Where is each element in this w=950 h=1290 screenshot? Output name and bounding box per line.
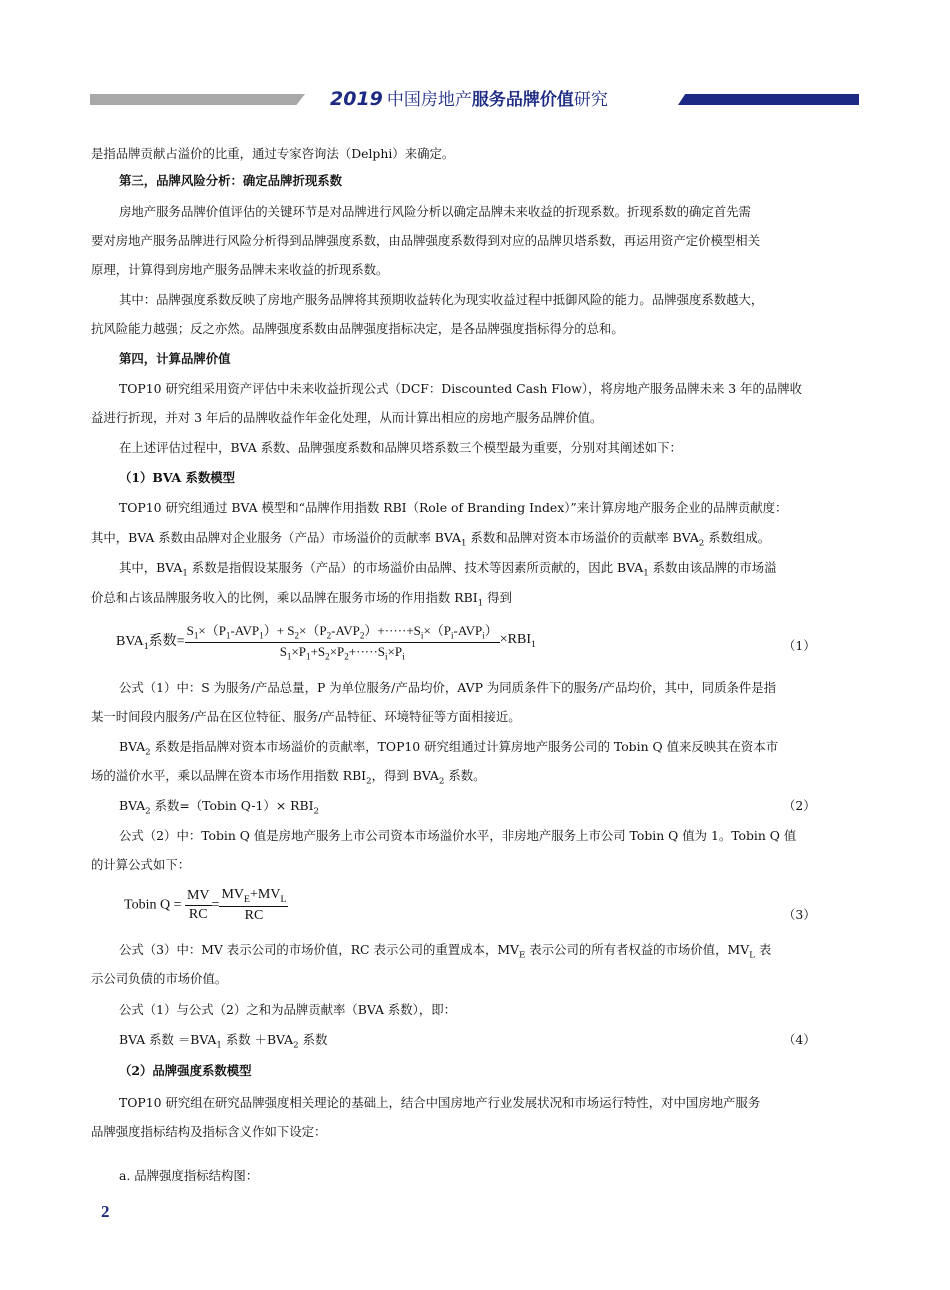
page-number: 2 [101,1202,110,1221]
paragraph-line: TOP10 研究组通过 BVA 模型和“品牌作用指数 RBI（Role of Branding Index）”来计算房地产服务企业的品牌贡献度： [119,500,788,515]
subsection-heading-1: （1）BVA 系数模型 [119,470,236,485]
paragraph-line: 品牌强度指标结构及指标含义作如下设定： [91,1124,327,1139]
header-bar-blue [678,94,859,105]
paragraph-line: TOP10 研究组在研究品牌强度相关理论的基础上，结合中国房地产行业发展状况和市场运行特性，对中国房地产服务 [119,1095,761,1110]
paragraph-line: 价总和占该品牌服务收入的比例，乘以品牌在服务市场的作用指数 $RBI_1$ 得到 [91,590,512,609]
paragraph-line: 是指品牌贡献占溢价的比重，通过专家咨询法（Delphi）来确定。 [91,146,455,161]
header-title: 2019 中国房地产服务品牌价值研究 [330,88,608,110]
paragraph-line: 抗风险能力越强；反之亦然。品牌强度系数由品牌强度指标决定，是各品牌强度指标得分的总和。 [91,321,624,336]
paragraph-line: 公式（1）与公式（2）之和为品牌贡献率（BVA 系数），即： [119,1002,457,1017]
subsection-heading-2: （2）品牌强度系数模型 [119,1063,252,1078]
formula-4: BVA 系数 $=BVA_1$ 系数 $+BVA_2$ 系数 [119,1032,328,1051]
paragraph-line: 场的溢价水平，乘以品牌在资本市场作用指数 $RBI_2$，得到 $BVA_2$ 系数。 [91,768,486,787]
paragraph-line: 房地产服务品牌价值评估的关键环节是对品牌进行风险分析以确定品牌未来收益的折现系数。折现系数的确定首先需 [119,204,751,219]
paragraph-line: 其中，$BVA_1$ 系数是指假设某服务（产品）的市场溢价由品牌、技术等因素所贡献的，因此 $BVA_1$ 系数由该品牌的市场溢 [119,560,777,579]
paragraph-line: 公式（2）中：Tobin Q 值是房地产服务上市公司资本市场溢价水平，非房地产服务上市公司 Tobin Q 值为 1。Tobin Q 值 [119,828,797,843]
paragraph-line: 益进行折现，并对 3 年后的品牌收益作年金化处理，从而计算出相应的房地产服务品牌价值。 [91,410,603,425]
formula-3: Tobin Q = $\frac{MV}{RC}$ = $\frac{MV_E+MV_L}{RC}$ [124,887,287,923]
paragraph-line: 的计算公式如下： [91,857,191,872]
paragraph-line: 公式（1）中：S 为服务/产品总量，P 为单位服务/产品均价，AVP 为同质条件下的服务/产品均价，其中，同质条件是指 [119,680,777,695]
header-bar-gray [90,94,305,105]
paragraph-line: 其中：品牌强度系数反映了房地产服务品牌将其预期收益转化为现实收益过程中抵御风险的能力。品牌强度系数越大， [119,292,764,307]
section-heading-4: 第四，计算品牌价值 [119,351,231,366]
formula-2: $BVA_2$ 系数=（Tobin $Q-1)\times RBI_2$ [119,798,319,817]
paragraph-line: 公式（3）中：MV 表示公司的市场价值，RC 表示公司的重置成本，$MV_E$ 表示公司的所有者权益的市场价值，$MV_L$ 表 [119,942,772,961]
equation-number-4: （4） [783,1032,816,1047]
formula-1-numerator: $S_1\times(P_1-AVP_1)+ S_2\times(P_2-AVP_2)+\cdot\cdot\cdot\cdot\cdot+S_i\times(P_i-AVP_i)$ [185,620,500,643]
paragraph-line: 其中，BVA 系数由品牌对企业服务（产品）市场溢价的贡献率 $BVA_1$ 系数和品牌对资本市场溢价的贡献率 $BVA_2$ 系数组成。 [91,530,771,549]
formula-1-denominator: $S_1\times P_1+S_2\times P_2+\cdot\cdot\cdot\cdot\cdot S_i\times P_i$ [279,643,405,662]
paragraph-line: 在上述评估过程中，BVA 系数、品牌强度系数和品牌贝塔系数三个模型最为重要，分别对其阐述如下： [119,440,682,455]
paragraph-line: 要对房地产服务品牌进行风险分析得到品牌强度系数，由品牌强度系数得到对应的品牌贝塔系数，再运用资产定价模型相关 [91,233,761,248]
equation-number-3: （3） [783,907,816,922]
equation-number-1: （1） [783,638,816,653]
paragraph-line: $BVA_2$ 系数是指品牌对资本市场溢价的贡献率，TOP10 研究组通过计算房地产服务公司的 Tobin Q 值来反映其在资本市 [119,739,779,758]
section-heading-3: 第三，品牌风险分析：确定品牌折现系数 [119,173,343,188]
equation-number-2: （2） [783,798,816,813]
paragraph-line: a. 品牌强度指标结构图： [119,1168,259,1183]
header-year: 2019 [330,88,383,110]
paragraph-line: 某一时间段内服务/产品在区位特征、服务/产品特征、环境特征等方面相接近。 [91,709,521,724]
paragraph-line: 原理，计算得到房地产服务品牌未来收益的折现系数。 [91,262,389,277]
formula-1: $BVA_1$系数= $\frac{S_1\times(P_1-AVP_1)+ S_2\times(P_2-AVP_2)+\cdot\cdot\cdot\cdot\cdot+S_i\times(P_i-AVP_i)}{S_1\times P_1+S_2\times P_2+\cdot\cdot\cdot\cdot\cdot S_i\times P_i}$ $\times RBI_1$ [116,620,536,661]
paragraph-line: 示公司负债的市场价值。 [91,971,228,986]
paragraph-line: TOP10 研究组采用资产评估中未来收益折现公式（DCF：Discounted Cash Flow），将房地产服务品牌未来 3 年的品牌收 [119,381,803,396]
